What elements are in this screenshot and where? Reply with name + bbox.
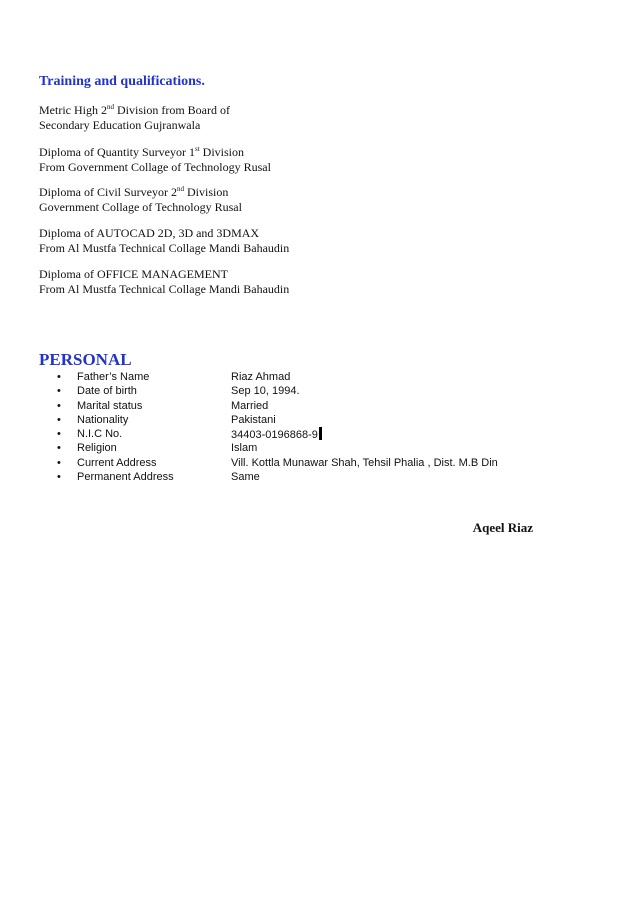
bullet-icon: • (57, 371, 61, 383)
qualification-title: Diploma of Civil Surveyor 2nd Division (39, 185, 229, 199)
personal-label: Date of birth (77, 385, 137, 398)
bullet-icon: • (57, 399, 61, 412)
qualification-item-2 (39, 145, 271, 175)
bullet-icon: • (57, 413, 61, 426)
personal-label: Marital status (77, 399, 143, 412)
qualification-title: Metric High 2nd Division from Board of (39, 103, 230, 117)
personal-label: Current Address (77, 456, 157, 469)
personal-value: Married (231, 399, 269, 412)
qualification-item-5 (39, 267, 289, 297)
personal-label: Religion (77, 442, 117, 455)
personal-label: Nationality (77, 413, 129, 426)
signature-name: Aqeel Riaz (472, 520, 533, 535)
personal-heading: PERSONAL (39, 350, 132, 369)
personal-value: Riaz Ahmad (231, 371, 291, 383)
personal-value-with-cursor (231, 427, 322, 442)
personal-value: Sep 10, 1994. (231, 385, 300, 398)
personal-value: Islam (231, 442, 258, 455)
personal-row-marital-status (57, 399, 617, 413)
personal-label: Permanent Address (77, 471, 174, 484)
bullet-icon: • (57, 456, 61, 469)
personal-row-nationality (57, 413, 617, 427)
qualification-institution: Government Collage of Technology Rusal (39, 200, 242, 214)
personal-label: Father’s Name (77, 371, 150, 383)
qualification-institution: From Government Collage of Technology Rusal (39, 160, 271, 174)
personal-row-current-address (57, 456, 617, 470)
personal-value: Pakistani (231, 413, 276, 426)
personal-label: N.I.C No. (77, 428, 123, 441)
qualification-institution: From Al Mustfa Technical Collage Mandi Bahaudin (39, 241, 290, 255)
personal-value: Vill. Kottla Munawar Shah, Tehsil Phalia , Dist. M.B Din (231, 456, 498, 469)
bullet-icon: • (57, 385, 61, 398)
qualification-title: Diploma of OFFICE MANAGEMENT (39, 267, 228, 281)
personal-value: 34403-0196868-9 (231, 429, 318, 442)
qualification-title: Diploma of AUTOCAD 2D, 3D and 3DMAX (39, 226, 260, 240)
qualification-institution: From Al Mustfa Technical Collage Mandi Bahaudin (39, 282, 290, 296)
training-heading: Training and qualifications. (39, 74, 205, 89)
qualification-item-3 (39, 185, 242, 215)
personal-details-list (57, 370, 617, 484)
qualification-institution: Secondary Education Gujranwala (39, 118, 201, 132)
personal-row-date-of-birth (57, 384, 617, 398)
personal-row-permanent-address (57, 470, 617, 484)
bullet-icon: • (57, 428, 61, 441)
qualification-title: Diploma of Quantity Surveyor 1st Division (39, 145, 244, 159)
personal-value: Same (231, 471, 260, 484)
bullet-icon: • (57, 442, 61, 455)
personal-row-fathers-name (57, 370, 617, 384)
personal-row-religion (57, 441, 617, 455)
qualification-item-1 (39, 103, 230, 133)
text-cursor-mark (319, 427, 322, 440)
bullet-icon: • (57, 471, 61, 484)
personal-row-nic-no (57, 427, 617, 441)
qualification-item-4 (39, 226, 289, 256)
